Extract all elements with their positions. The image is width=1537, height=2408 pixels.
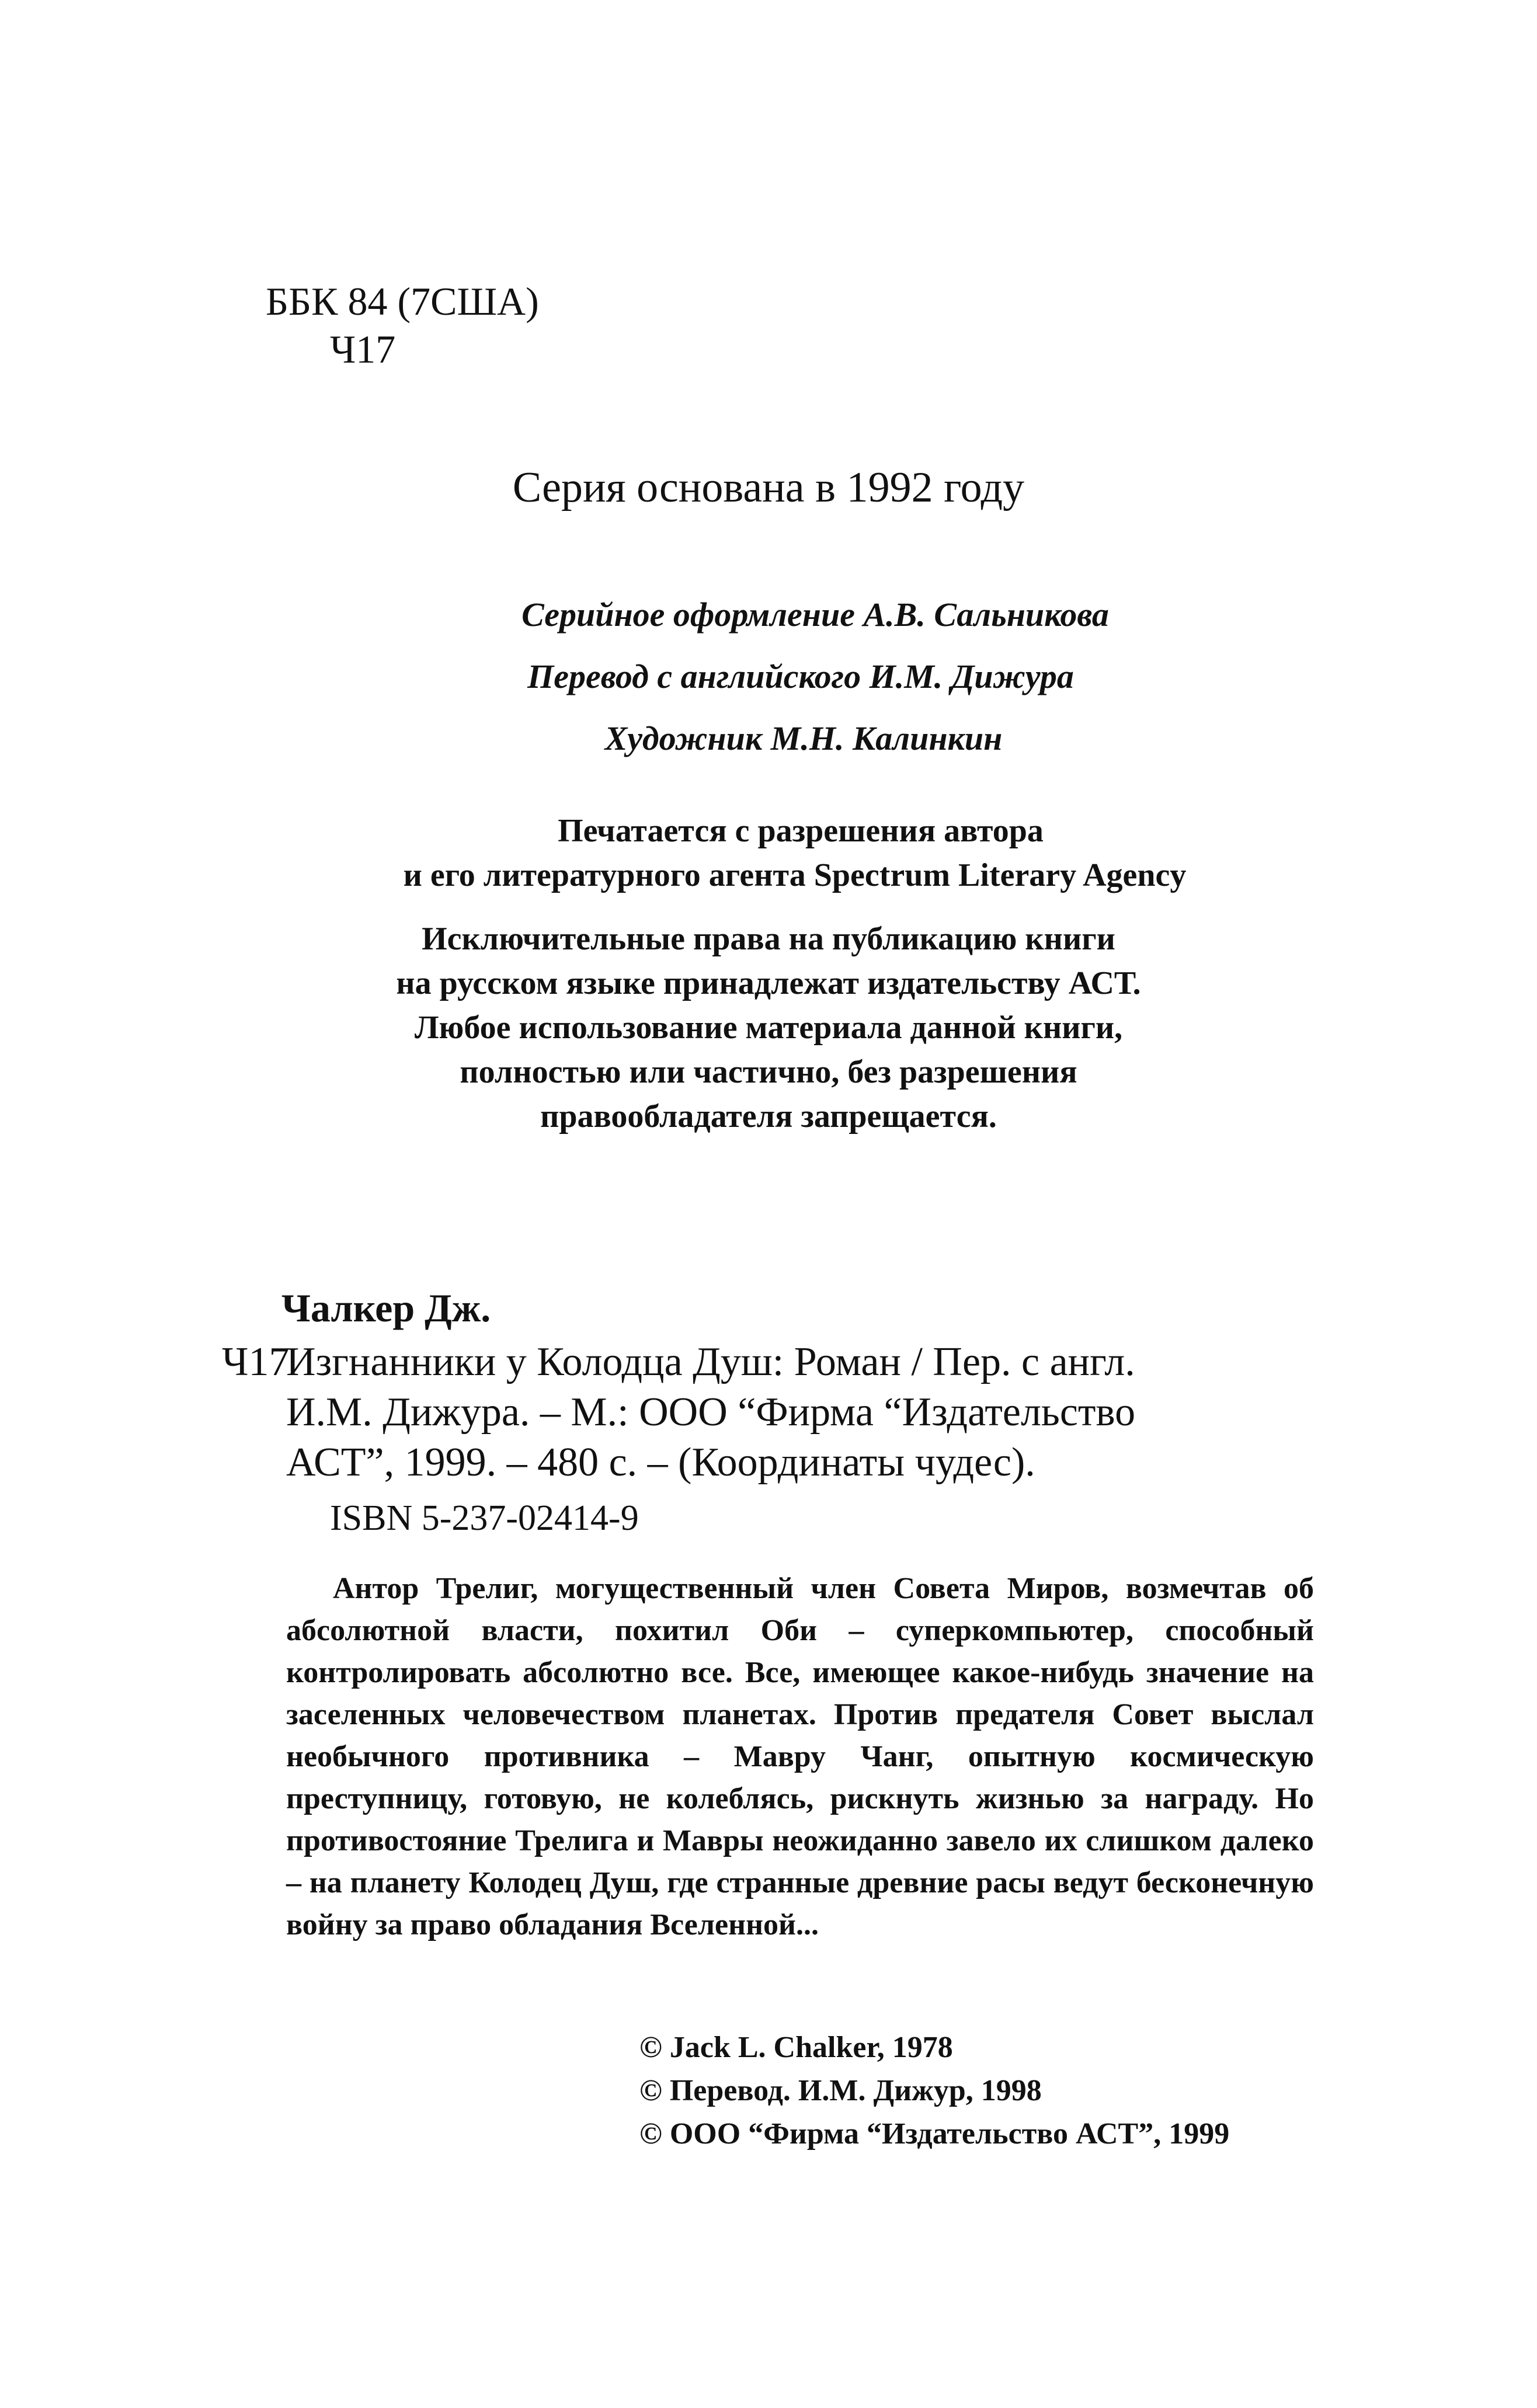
author-mark: Ч17	[330, 327, 396, 371]
bbk-classification	[266, 277, 539, 373]
copyright-text: ООО “Фирма “Издательство АСТ”, 1999	[669, 2117, 1230, 2151]
bibliographic-line: И.М. Дижура. – М.: ООО “Фирма “Издательство	[286, 1390, 1136, 1435]
isbn: ISBN 5-237-02414-9	[330, 1498, 639, 1538]
rights-line: Любое использование материала данной книги,	[414, 1010, 1123, 1046]
copyright-line	[639, 2069, 1229, 2113]
annotation	[286, 1568, 1314, 1946]
copyright-line	[639, 2026, 1229, 2069]
artist-credit: Художник М.Н. Калинкин	[604, 719, 1003, 757]
bbk-code: ББК 84 (7США)	[266, 279, 539, 323]
rights-line: на русском языке принадлежат издательству АСТ.	[396, 965, 1141, 1001]
copyright-line	[639, 2113, 1229, 2156]
bibliographic-record	[222, 1337, 1314, 1488]
rights-line: Исключительные права на публикацию книги	[422, 921, 1115, 957]
rights-line: правообладателя запрещается.	[540, 1098, 997, 1135]
permission-line: и его литературного агента Spectrum Literary Agency	[403, 857, 1187, 893]
series-founded: Серия основана в 1992 году	[512, 464, 1025, 511]
rights-notice	[0, 917, 1537, 1139]
credits-block	[0, 584, 1537, 770]
copyright-icon: ©	[639, 2031, 662, 2064]
bibliographic-line: Изгнанники у Колодца Душ: Роман / Пер. с англ.	[286, 1339, 1135, 1384]
copyright-icon: ©	[639, 2117, 662, 2151]
translation-credit: Перевод с английского И.М. Дижура	[527, 657, 1074, 695]
copyright-text: Jack L. Chalker, 1978	[669, 2031, 953, 2064]
bibliographic-line: АСТ”, 1999. – 480 с. – (Координаты чудес).	[286, 1440, 1035, 1485]
series-design-credit: Серийное оформление А.В. Сальникова	[521, 596, 1109, 634]
copyright-text: Перевод. И.М. Дижур, 1998	[669, 2074, 1042, 2107]
annotation-text: Антор Трелиг, могущественный член Совета Миров, возмечтав об абсолютной власти, похитил Оби – суперкомпьютер, способный контролировать абсолютно все. Все, имеющее какое-нибудь значение на заселенных человечеством планетах. Против предателя Совет выслал необычного противника – Мавру Чанг, опытную космическую преступницу, готовую, не колеблясь, рискнуть жизнью за награду. Но противостояние Трелига и Мавры неожиданно завело их слишком далеко – на планету Колодец Душ, где странные древние расы ведут бесконечную войну за право обладания Вселенной...	[286, 1572, 1314, 1941]
permission-notice	[0, 809, 1537, 897]
copyright-block	[639, 2026, 1229, 2156]
rights-line: полностью или частично, без разрешения	[460, 1054, 1077, 1090]
author-mark: Ч17	[222, 1339, 290, 1384]
author-heading: Чалкер Дж.	[281, 1286, 491, 1330]
bibliographic-description	[286, 1337, 1314, 1488]
permission-line: Печатается с разрешения автора	[558, 813, 1044, 849]
copyright-icon: ©	[639, 2074, 662, 2107]
